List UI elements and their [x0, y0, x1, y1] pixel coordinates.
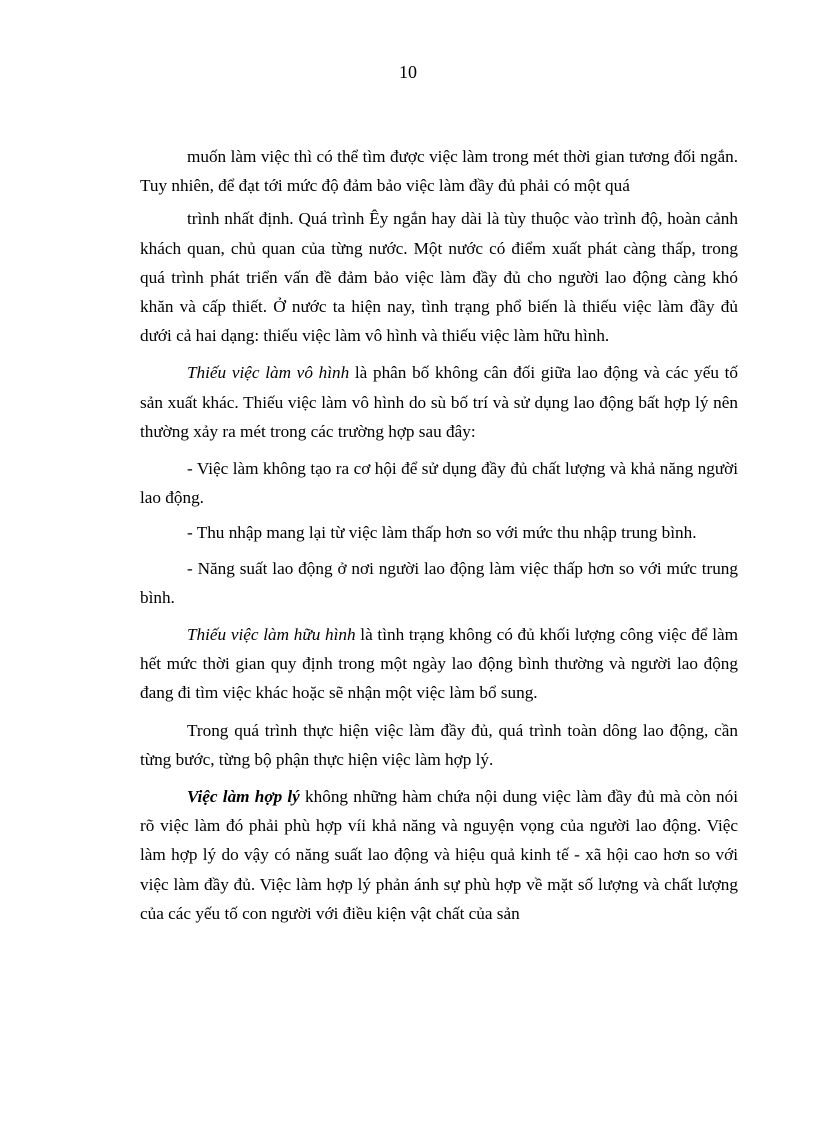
bullet-1: - Việc làm không tạo ra cơ hội để sử dụng đầy đủ chất lượng và khả năng người lao động.: [140, 459, 738, 508]
paragraph-6: [140, 782, 738, 928]
paragraph-5: Trong quá trình thực hiện việc làm đầy đủ, quá trình toàn dông lao động, cần từng bước, từng bộ phận thực hiện việc làm hợp lý.: [140, 720, 738, 769]
term-visible-underemployment: Thiếu việc làm hữu hình: [187, 625, 356, 645]
bullet-2: - Thu nhập mang lại từ việc làm thấp hơn so với mức thu nhập trung bình.: [187, 523, 697, 543]
paragraph-3-text: là phân bố không cân đối giữa lao động và các yếu tố sản xuất khác. Thiếu việc làm vô hình do sù bố trí và sử dụng lao động bất hợp lý nên thường xảy ra mét trong các trường hợp sau đây:: [140, 363, 739, 441]
term-reasonable-employment: Việc làm hợp lý: [187, 787, 300, 807]
paragraph-3: [140, 358, 738, 446]
term-invisible-underemployment: Thiếu việc làm vô hình: [187, 363, 350, 383]
page-number: 10: [399, 62, 417, 82]
document-body: [140, 142, 738, 936]
bullet-3: - Năng suất lao động ở nơi người lao động làm việc thấp hơn so với mức trung bình.: [140, 558, 738, 607]
paragraph-2: trình nhất định. Quá trình Êy ngắn hay dài là tùy thuộc vào trình độ, hoàn cảnh khách quan, chủ quan của từng nước. Một nước có điểm xuất phát càng thấp, trong quá trình phát triển vấn đề đảm bảo việc làm đầy đủ cho người lao động càng khó khăn và cấp thiết. Ở nước ta hiện nay, tình trạng phổ biến là thiếu việc làm đầy đủ dưới cả hai dạng: thiếu việc làm vô hình và thiếu việc làm hữu hình.: [140, 209, 738, 346]
paragraph-4-text: là tình trạng không có đủ khối lượng công việc để làm hết mức thời gian quy định trong một ngày lao động bình thường và người lao động đang đi tìm việc khác hoặc sẽ nhận một việc làm bổ sung.: [140, 625, 738, 703]
paragraph-6-text: không những hàm chứa nội dung việc làm đầy đủ mà còn nói rõ việc làm đó phải phù hợp víi khả năng và nguyện vọng của người lao động. Việc làm hợp lý do vậy có năng suất lao động và hiệu quả kinh tế - xã hội cao hơn so với việc làm đầy đủ. Việc làm hợp lý phản ánh sự phù hợp về mặt số lượng và chất lượng của các yếu tố con người với điều kiện vật chất của sản: [140, 787, 738, 923]
paragraph-1: muốn làm việc thì có thể tìm được việc làm trong mét thời gian tương đối ngắn. Tuy nhiên, để đạt tới mức độ đảm bảo việc làm đầy đủ phải có một quá: [140, 147, 738, 196]
paragraph-4: [140, 620, 738, 708]
